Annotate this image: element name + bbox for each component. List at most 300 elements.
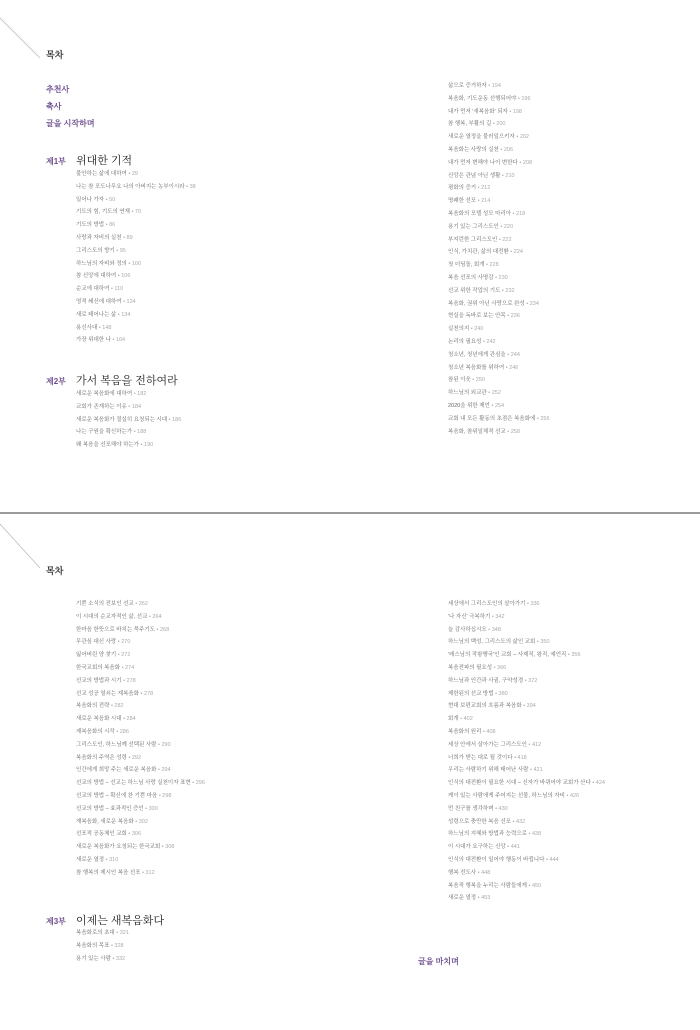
- toc-entry-separator: •: [481, 338, 487, 345]
- toc-entry[interactable]: [76, 675, 205, 688]
- toc-entry-page: 298: [162, 792, 172, 799]
- toc-entry-page: 212: [481, 185, 491, 192]
- toc-entry-title: 참 신앙에 대하여: [76, 273, 117, 280]
- toc-entry-separator: •: [508, 249, 514, 256]
- toc-entry-title: 참 행복의 제시인 복음 선포: [76, 869, 141, 876]
- toc-entry[interactable]: [76, 283, 196, 296]
- toc-entry-separator: •: [104, 196, 110, 203]
- toc-entry[interactable]: [76, 854, 205, 867]
- toc-entry-page: 380: [498, 690, 508, 697]
- toc-entry-title: 인간에게 희망 주는 새로운 복음화: [76, 767, 157, 774]
- toc-entry[interactable]: [448, 739, 605, 752]
- toc-entry-page: 70: [134, 209, 142, 216]
- toc-entry[interactable]: [448, 170, 550, 183]
- toc-entry-title: 하느님과 인간과 사귐, 구약성경: [448, 677, 524, 684]
- toc-entry[interactable]: [76, 611, 205, 624]
- toc-entry-separator: •: [132, 391, 138, 397]
- toc-entry-separator: •: [544, 856, 550, 863]
- toc-entry-title: 하느님의 백성, 그리스도의 삶인 교회: [448, 639, 536, 646]
- toc-entry-title: 인식의 대전환이 일어야 행동이 바뀝니다: [448, 856, 545, 863]
- toc-entry-title: 왜 복음을 선포해야 하는가: [76, 442, 140, 449]
- toc-entry-page: 286: [119, 728, 129, 735]
- toc-entry-page: 124: [126, 298, 136, 305]
- toc-entry[interactable]: [76, 388, 181, 401]
- toc-entry-title: 복음전파의 필요성: [448, 664, 493, 671]
- toc-entry[interactable]: [448, 323, 550, 336]
- toc-entry-page: 284: [126, 716, 136, 723]
- toc-title: 목차: [46, 566, 64, 576]
- toc-entry-title: 참된 이웃: [448, 377, 471, 384]
- toc-entry-page: 441: [510, 844, 520, 851]
- toc-entry-page: 264: [152, 613, 162, 620]
- toc-entry-separator: •: [481, 728, 487, 735]
- toc-entry[interactable]: [448, 649, 605, 662]
- toc-entry-page: 110: [114, 286, 124, 293]
- toc-entry-page: 412: [531, 741, 542, 748]
- toc-entry[interactable]: [76, 258, 196, 271]
- toc-entry-separator: •: [476, 895, 482, 902]
- toc-entry[interactable]: [76, 168, 196, 181]
- toc-entry-separator: •: [526, 741, 532, 748]
- toc-entry-page: 278: [126, 677, 136, 684]
- toc-entry-separator: •: [514, 134, 520, 141]
- toc-entry[interactable]: [76, 219, 196, 232]
- toc-entry[interactable]: [448, 413, 550, 426]
- toc-page-1: [0, 0, 700, 512]
- toc-entry[interactable]: [448, 688, 605, 701]
- toc-entry-title: 용기 있는 사람: [76, 955, 111, 962]
- toc-entry-title: 청소년 복음화를 위하여: [448, 364, 505, 371]
- toc-entry[interactable]: [76, 688, 205, 701]
- toc-entry-page: 244: [510, 351, 520, 358]
- front-introduction[interactable]: 글을 시작하며: [46, 119, 95, 128]
- toc-entry-title: 명쾌한 선포: [448, 198, 477, 205]
- toc-entry-page: 372: [528, 677, 538, 684]
- toc-entry-separator: •: [489, 402, 495, 409]
- front-congratulations[interactable]: 축사: [46, 102, 62, 111]
- toc-entry-separator: •: [564, 792, 570, 799]
- toc-entry-title: 세상 안에서 살아가는 그리스도인: [448, 741, 527, 748]
- toc-entry[interactable]: [76, 245, 196, 258]
- toc-entry[interactable]: [448, 144, 550, 157]
- toc-page-2: [0, 516, 700, 1030]
- toc-entry-page: 89: [126, 234, 133, 241]
- toc-entry-title: 너희가 받는 대로 될 것이다: [448, 754, 513, 761]
- toc-entry[interactable]: [76, 401, 181, 414]
- toc-entry-separator: •: [157, 792, 163, 799]
- toc-entry-title: 기도의 방법: [76, 222, 105, 229]
- toc-entry[interactable]: [448, 803, 605, 816]
- toc-entry[interactable]: [76, 662, 205, 675]
- toc-entry-separator: •: [190, 780, 196, 787]
- toc-entry[interactable]: [448, 93, 550, 106]
- toc-entry-page: 206: [503, 146, 514, 153]
- toc-entry-title: 새로운 열정: [448, 895, 477, 902]
- toc-entry-page: 310: [109, 856, 119, 863]
- toc-entry[interactable]: [448, 713, 605, 726]
- toc-entry[interactable]: [448, 131, 550, 144]
- toc-entry[interactable]: [448, 208, 550, 221]
- toc-entry-separator: •: [116, 639, 122, 646]
- toc-entry-title: 새로운 복음화 시대: [76, 716, 122, 723]
- toc-entry-separator: •: [114, 728, 120, 735]
- toc-entry-page: 220: [503, 223, 514, 230]
- toc-entry-separator: •: [458, 716, 464, 723]
- toc-entry-title: 새로운 열정을 불러일으키자: [448, 134, 515, 141]
- toc-entry-title: 첫 더딤돌, 회개: [448, 262, 485, 269]
- toc-entry[interactable]: [448, 310, 550, 323]
- toc-entry[interactable]: [448, 764, 605, 777]
- toc-entry-page: 100: [131, 260, 142, 267]
- toc-entry[interactable]: [76, 232, 196, 245]
- part3-title: 이제는 새복음화다: [76, 915, 165, 927]
- toc-entry-page: 348: [491, 626, 501, 633]
- toc-entry[interactable]: [448, 662, 605, 675]
- toc-entry[interactable]: [448, 182, 550, 195]
- toc-entry-separator: •: [491, 121, 497, 128]
- toc-entry[interactable]: [76, 270, 196, 283]
- toc-entry-title: 용신사대: [76, 324, 98, 331]
- toc-entry-title: '나 자신' 극복하기: [448, 613, 491, 620]
- toc-entry[interactable]: [76, 181, 196, 194]
- toc-entry[interactable]: [448, 285, 550, 298]
- toc-entry[interactable]: [448, 777, 605, 790]
- toc-entry-page: 254: [494, 402, 505, 409]
- toc-entry[interactable]: [448, 636, 605, 649]
- toc-entry-page: 408: [486, 728, 496, 735]
- toc-entry[interactable]: [76, 322, 196, 335]
- toc-entry-title: 나는 구원을 확신하는가: [76, 429, 133, 436]
- toc-entry[interactable]: [448, 106, 550, 119]
- toc-entry-page: 282: [114, 703, 124, 710]
- toc-entry-separator: •: [116, 273, 122, 280]
- toc-entry-separator: •: [512, 754, 518, 761]
- toc-entry-title: '레스님의 작왕행국'인 교회 – 사제직, 왕직, 예언직: [448, 652, 567, 659]
- toc-entry-separator: •: [590, 780, 596, 787]
- toc-entry-separator: •: [154, 626, 160, 633]
- toc-entry[interactable]: [448, 259, 550, 272]
- toc-entry[interactable]: [448, 880, 605, 893]
- toc-entry-separator: •: [140, 869, 146, 876]
- toc-entry-separator: •: [160, 844, 166, 851]
- toc-entry-page: 274: [125, 664, 135, 671]
- toc-entry-page: 272: [121, 652, 131, 659]
- toc-entry-title: 선포적 공동체인 교회: [76, 831, 127, 838]
- toc-entry-page: 332: [115, 955, 126, 962]
- toc-entry-separator: •: [97, 324, 103, 331]
- toc-entry-page: 148: [102, 324, 112, 331]
- toc-entry[interactable]: [76, 598, 205, 611]
- toc-entry[interactable]: [448, 157, 550, 170]
- toc-entry-separator: •: [526, 831, 532, 838]
- toc-entry[interactable]: [76, 803, 205, 816]
- toc-entry[interactable]: [448, 700, 605, 713]
- toc-entry[interactable]: [448, 221, 550, 234]
- part1-entry-list: [76, 168, 196, 347]
- toc-entry[interactable]: [76, 927, 129, 940]
- toc-entry-title: 복음화, 기도운동 선행되어야: [448, 95, 517, 102]
- toc-entry-separator: •: [129, 209, 135, 216]
- toc-entry-separator: •: [104, 856, 110, 863]
- toc-entry[interactable]: [448, 80, 550, 93]
- toc-entry-title: 인식의 대전환이 필요한 시대 – 신자가 바뀌어야 교회가 산다: [448, 780, 591, 787]
- toc-entry[interactable]: [448, 362, 550, 375]
- toc-entry-title: 하느님의 외교관: [448, 390, 487, 397]
- toc-entry-page: 194: [491, 83, 501, 89]
- toc-entry-page: 444: [549, 856, 559, 863]
- part2-title: 가서 복음을 전하여라: [76, 375, 178, 387]
- toc-entry-title: 2020을 위한 제언: [448, 402, 490, 409]
- part1-title: 위대한 기적: [76, 155, 133, 167]
- toc-entry[interactable]: [76, 828, 205, 841]
- toc-entry-separator: •: [104, 222, 110, 229]
- toc-entry-page: 256: [540, 415, 550, 422]
- toc-entry-page: 242: [486, 338, 496, 345]
- toc-entry-separator: •: [523, 677, 529, 684]
- toc-entry-separator: •: [507, 108, 513, 115]
- toc-entry-page: 134: [121, 311, 131, 318]
- toc-entry[interactable]: [76, 206, 196, 219]
- toc-entry[interactable]: [448, 246, 550, 259]
- toc-entry[interactable]: [76, 296, 196, 309]
- toc-entry-title: 논리의 필요성: [448, 338, 482, 345]
- toc-entry[interactable]: [448, 611, 605, 624]
- toc-entry-page: 196: [521, 95, 531, 102]
- toc-entry-title: 재복음화의 시작: [76, 728, 115, 735]
- toc-entry-page: 218: [516, 210, 526, 217]
- toc-entry-title: 무관심 대신 사랑: [76, 639, 117, 646]
- toc-entry-page: 453: [481, 895, 491, 902]
- toc-entry[interactable]: [448, 816, 605, 829]
- front-recommendation[interactable]: 추천사: [46, 85, 70, 94]
- toc-entry-separator: •: [500, 172, 506, 179]
- toc-entry[interactable]: [76, 764, 205, 777]
- toc-entry-title: 성령으로 충만한 복음 선포: [448, 818, 512, 825]
- toc-entry-page: 448: [481, 869, 491, 876]
- toc-entry-title: 새로 태어나는 삶: [76, 311, 117, 318]
- toc-entry-separator: •: [511, 818, 517, 825]
- toc-entry-title: 이 시대가 요구하는 신앙: [448, 844, 506, 851]
- toc-entry-separator: •: [486, 626, 492, 633]
- toc-entry-title: 복음 선포의 사명감: [448, 274, 494, 281]
- toc-entry[interactable]: [76, 700, 205, 713]
- toc-entry-page: 292: [131, 754, 142, 761]
- toc-entry[interactable]: [448, 298, 550, 311]
- toc-entry-separator: •: [516, 95, 522, 102]
- toc-entry[interactable]: [448, 336, 550, 349]
- toc-entry[interactable]: [448, 892, 605, 905]
- toc-entry-separator: •: [500, 287, 506, 294]
- part1-heading[interactable]: [46, 152, 132, 168]
- toc-entry[interactable]: [448, 726, 605, 739]
- toc-entry-separator: •: [470, 377, 476, 384]
- toc-entry-page: 321: [119, 930, 129, 936]
- toc-entry-page: 432: [516, 818, 526, 825]
- toc-entry-title: 가장 위대한 나: [76, 337, 111, 344]
- toc-entry-separator: •: [476, 185, 482, 192]
- toc-entry-separator: •: [156, 767, 162, 774]
- toc-entry-page: 438: [531, 831, 542, 838]
- toc-entry[interactable]: [76, 426, 181, 439]
- toc-entry[interactable]: [448, 624, 605, 637]
- toc-entry-separator: •: [109, 942, 115, 949]
- toc-entry[interactable]: [448, 828, 605, 841]
- toc-entry-title: 먼 친구를 생각하며: [448, 805, 494, 812]
- toc-entry[interactable]: [448, 374, 550, 387]
- toc-entry-separator: •: [116, 652, 122, 659]
- toc-entry-separator: •: [497, 236, 503, 243]
- toc-entry-title: 실천의지: [448, 326, 470, 333]
- toc-entry-separator: •: [184, 183, 190, 190]
- toc-entry[interactable]: [448, 790, 605, 803]
- toc-entry-page: 426: [569, 792, 580, 799]
- toc-entry-separator: •: [511, 210, 517, 217]
- toc-entry[interactable]: [448, 118, 550, 131]
- toc-entry[interactable]: [448, 234, 550, 247]
- toc-entry[interactable]: [448, 400, 550, 413]
- toc-entry-separator: •: [524, 300, 530, 307]
- toc-entry[interactable]: [76, 841, 205, 854]
- toc-entry-page: 222: [502, 236, 512, 243]
- toc-entry-separator: •: [109, 703, 115, 710]
- toc-entry-title: 용기 있는 그리스도인: [448, 223, 499, 230]
- toc-entry-separator: •: [114, 930, 120, 936]
- toc-entry-page: 95: [119, 247, 126, 254]
- toc-entry-page: 300: [148, 805, 158, 812]
- closing-remarks[interactable]: 글을 마치며: [418, 957, 459, 966]
- toc-entry[interactable]: [448, 426, 550, 439]
- toc-entry-page: 200: [496, 121, 506, 128]
- toc-entry[interactable]: [76, 777, 205, 790]
- toc-entry-page: 302: [138, 818, 148, 825]
- toc-entry[interactable]: [448, 854, 605, 867]
- toc-entry-title: 불안하는 삶에 대하여: [76, 171, 127, 177]
- toc-entry-page: 328: [114, 942, 124, 949]
- toc-entry-separator: •: [476, 198, 482, 205]
- toc-entry-title: 복음화의 모델 성모 마리아: [448, 210, 512, 217]
- page2-right-entry-list: [448, 598, 605, 905]
- toc-entry-page: 86: [109, 222, 116, 229]
- toc-entry-title: 영적 쇄신에 대하여: [76, 298, 122, 305]
- toc-entry-page: 50: [109, 196, 116, 203]
- toc-entry-title: 잃어버린 양 찾기: [76, 652, 117, 659]
- page-divider: [0, 512, 700, 514]
- toc-entry-page: 270: [121, 639, 131, 646]
- toc-entry-separator: •: [493, 690, 499, 697]
- toc-entry[interactable]: [76, 309, 196, 322]
- toc-entry[interactable]: [76, 624, 205, 637]
- toc-entry-separator: •: [116, 311, 122, 318]
- toc-entry-title: 선교 성공 열쇠는 재복음화: [76, 690, 140, 697]
- toc-entry-page: 246: [509, 364, 519, 371]
- part3-entry-list: [76, 927, 129, 965]
- toc-entry[interactable]: [448, 598, 605, 611]
- toc-entry-separator: •: [476, 869, 482, 876]
- toc-entry[interactable]: [76, 194, 196, 207]
- part2-heading[interactable]: [46, 372, 178, 388]
- toc-entry-title: 선교의 방법 – 효과적인 증언: [76, 805, 144, 812]
- toc-entry-separator: •: [109, 286, 115, 293]
- toc-entry-title: 복음화의 목표: [76, 942, 110, 949]
- part2-number: 제2부: [46, 377, 66, 386]
- toc-entry-separator: •: [126, 754, 132, 761]
- toc-entry[interactable]: [76, 739, 205, 752]
- toc-entry-title: 교회가 존재하는 이유: [76, 403, 127, 410]
- toc-entry-separator: •: [493, 805, 499, 812]
- toc-entry-page: 228: [489, 262, 499, 269]
- toc-entry[interactable]: [76, 726, 205, 739]
- toc-entry-page: 418: [517, 754, 527, 761]
- toc-entry-page: 336: [530, 601, 540, 607]
- toc-entry-title: 현대 보편교회의 흐름과 복음화: [448, 703, 522, 710]
- toc-entry-page: 350: [540, 639, 550, 646]
- toc-entry[interactable]: [448, 752, 605, 765]
- toc-entry-separator: •: [492, 664, 498, 671]
- toc-entry-page: 402: [463, 716, 473, 723]
- toc-entry[interactable]: [76, 334, 196, 347]
- toc-entry-page: 268: [159, 626, 170, 633]
- toc-entry[interactable]: [448, 195, 550, 208]
- toc-entry-title: 한국교회의 복음화: [76, 664, 121, 671]
- toc-entry[interactable]: [76, 867, 205, 880]
- toc-entry-title: 선교 위한 작업의 기도: [448, 287, 501, 294]
- toc-entry[interactable]: [448, 349, 550, 362]
- toc-entry-title: 새로운 복음화에 대하여: [76, 391, 133, 397]
- toc-entry[interactable]: [76, 636, 205, 649]
- toc-entry-page: 262: [138, 601, 148, 607]
- toc-entry-title: 부지런한 그리스도인: [448, 236, 498, 243]
- toc-entry-separator: •: [566, 652, 572, 659]
- toc-entry-title: 사랑과 자비의 실천: [76, 234, 122, 241]
- toc-entry[interactable]: [76, 953, 129, 966]
- toc-entry[interactable]: [76, 940, 129, 953]
- toc-entry-page: 312: [145, 869, 155, 876]
- toc-entry[interactable]: [76, 414, 181, 427]
- toc-entry-separator: •: [121, 298, 127, 305]
- toc-entry-title: 복음화, 권위 아닌 사랑으로 완성: [448, 300, 525, 307]
- toc-entry[interactable]: [448, 841, 605, 854]
- toc-entry-separator: •: [156, 741, 162, 748]
- toc-entry[interactable]: [76, 649, 205, 662]
- toc-entry-page: 294: [161, 767, 171, 774]
- toc-entry-separator: •: [147, 613, 153, 620]
- toc-entry-page: 296: [195, 780, 205, 787]
- toc-entry-title: 그리스도인, 하느님께 선택된 사람: [76, 741, 157, 748]
- toc-entry[interactable]: [76, 790, 205, 803]
- toc-entry-separator: •: [110, 955, 116, 962]
- toc-entry[interactable]: [448, 387, 550, 400]
- toc-entry-title: 세상에서 그리스도인의 살아가기: [448, 601, 526, 607]
- part3-heading[interactable]: [46, 912, 164, 928]
- toc-entry[interactable]: [448, 675, 605, 688]
- toc-entry-title: 청소년, 청년에게 관심을: [448, 351, 506, 358]
- toc-entry[interactable]: [76, 816, 205, 829]
- toc-entry[interactable]: [448, 867, 605, 880]
- toc-entry-title: 행복 전도사: [448, 869, 477, 876]
- toc-entry-separator: •: [535, 639, 541, 646]
- toc-entry-title: 우리는 사람하기 위해 태어난 사람: [448, 767, 529, 774]
- toc-entry-page: 164: [115, 337, 126, 344]
- toc-entry[interactable]: [448, 272, 550, 285]
- toc-entry[interactable]: [76, 752, 205, 765]
- toc-entry-separator: •: [121, 677, 127, 684]
- toc-entry[interactable]: [76, 713, 205, 726]
- toc-entry-title: 선교의 방법과 시기: [76, 677, 122, 684]
- toc-entry-separator: •: [132, 429, 138, 436]
- toc-entry-separator: •: [525, 601, 531, 607]
- part2-entry-list: [76, 388, 181, 452]
- toc-entry[interactable]: [76, 439, 181, 452]
